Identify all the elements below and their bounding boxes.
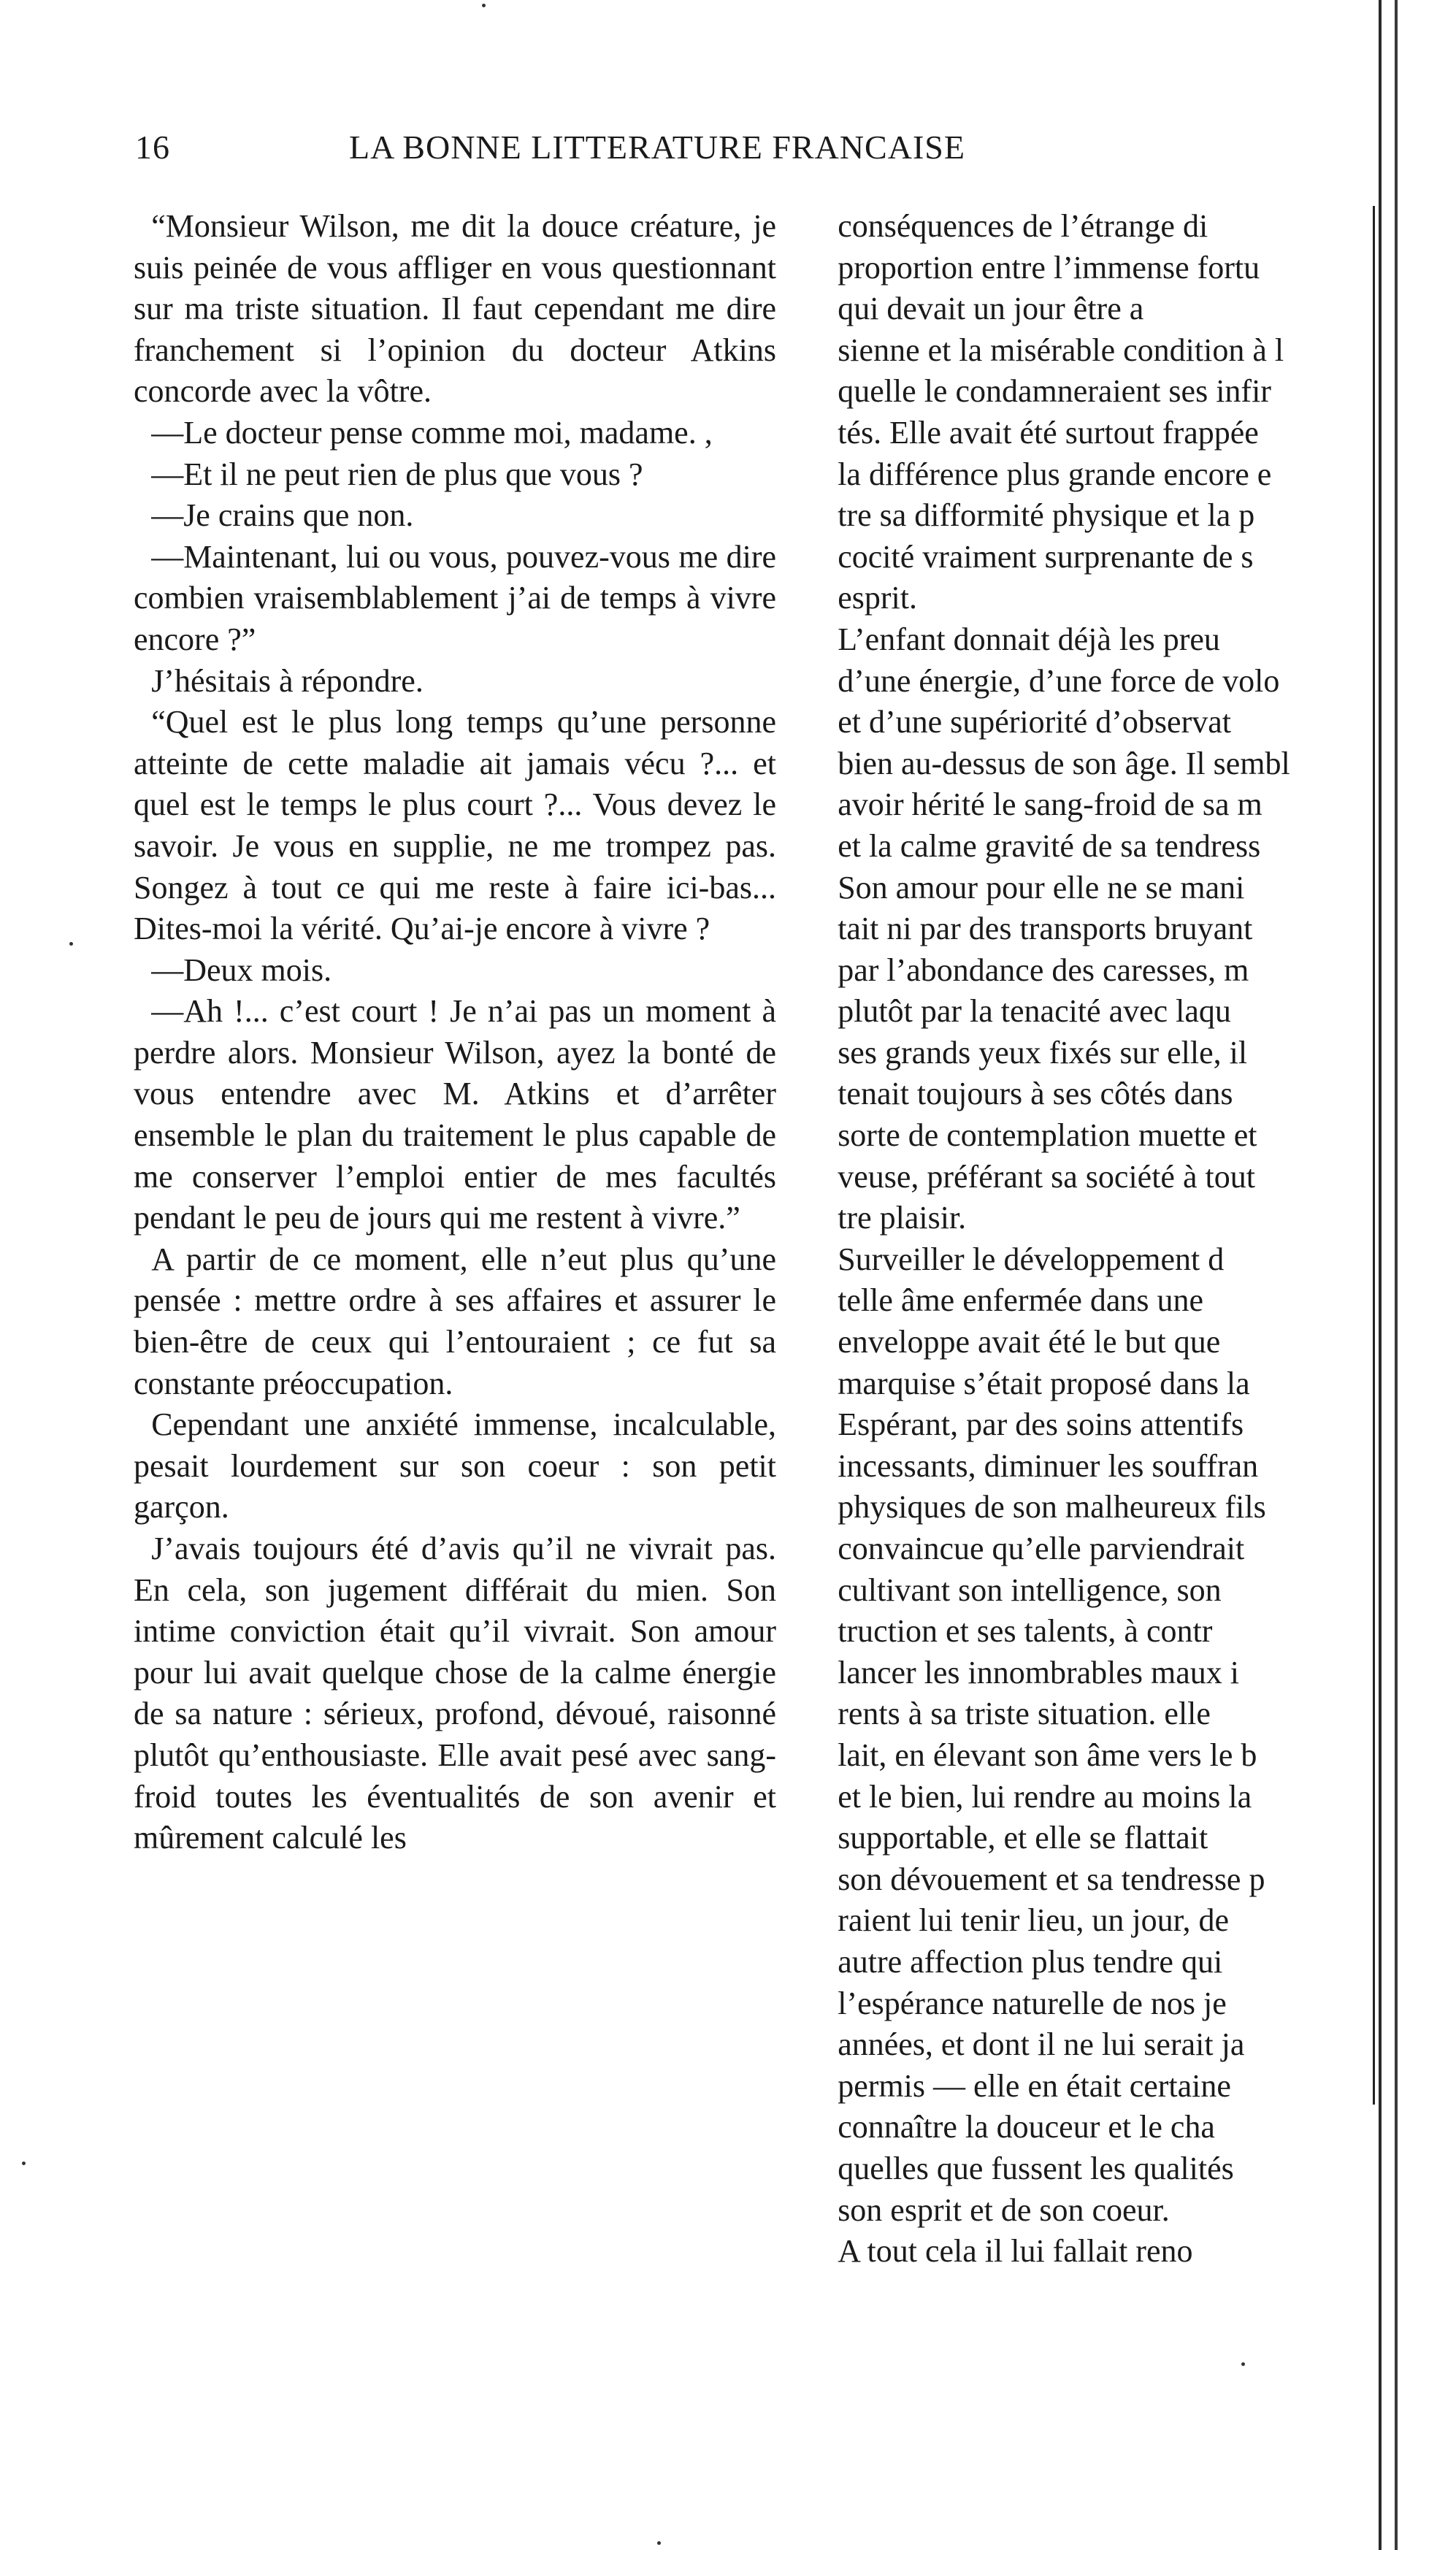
text-line: tre sa difformité physique et la p bbox=[838, 497, 1255, 534]
text-line: autre affection plus tendre qui bbox=[838, 1943, 1223, 1980]
paragraph: —Maintenant, lui ou vous, pouvez-vous me dire combien vraisemblablement j’ai de temps à vivre encore ?” bbox=[134, 538, 776, 657]
page-number: 16 bbox=[135, 129, 170, 166]
text-line: Son amour pour elle ne se mani bbox=[838, 869, 1245, 905]
text-line: bien au-dessus de son âge. Il sembl bbox=[838, 745, 1290, 781]
text-line: raient lui tenir lieu, un jour, de bbox=[838, 1902, 1230, 1939]
text-line: telle âme enfermée dans une bbox=[838, 1282, 1204, 1319]
text-line: L’enfant donnait déjà les preu bbox=[838, 621, 1220, 657]
text-line: veuse, préférant sa société à tout bbox=[838, 1158, 1255, 1195]
text-line: connaître la douceur et le cha bbox=[838, 2109, 1215, 2145]
text-line: truction et ses talents, à contr bbox=[838, 1613, 1213, 1650]
text-line: Espérant, par des soins attentifs bbox=[838, 1406, 1244, 1443]
scan-speck bbox=[1241, 2362, 1245, 2366]
text-line: et d’une supériorité d’observat bbox=[838, 704, 1231, 740]
text-line: son dévouement et sa tendresse p bbox=[838, 1861, 1265, 1897]
paragraph bbox=[820, 1239, 1379, 2231]
left-column bbox=[134, 206, 776, 1859]
scan-speck bbox=[22, 2162, 26, 2165]
paragraph: J’avais toujours été d’avis qu’il ne vivrait pas. En cela, son jugement différait du mien. Son intime conviction était qu’il vivrait. Son amour pour lui avait quelque chose de la calme énergie de sa nature : sérieux, profond, dévoué, raisonné plutôt qu’enthousiaste. Elle avait pesé avec sang-froid toutes les éventualités de son avenir et mûrement calculé les bbox=[134, 1531, 776, 1856]
paragraph: “Monsieur Wilson, me dit la douce créature, je suis peinée de vous affliger en vous questionnant sur ma triste situation. Il faut cependant me dire franchement si l’opinion du docteur Atkins concorde avec la vôtre. bbox=[134, 208, 776, 410]
text-line: permis — elle en était certaine bbox=[838, 2067, 1231, 2104]
text-line: la différence plus grande encore e bbox=[838, 456, 1272, 492]
scan-border-strip bbox=[1379, 0, 1456, 2550]
text-line: et la calme gravité de sa tendress bbox=[838, 827, 1261, 864]
text-line: plutôt par la tenacité avec laqu bbox=[838, 993, 1231, 1030]
text-line: l’espérance naturelle de nos je bbox=[838, 1985, 1227, 2021]
text-line: cocité vraiment surprenante de s bbox=[838, 538, 1254, 575]
text-line: quelle le condamneraient ses infir bbox=[838, 373, 1271, 410]
text-line: lancer les innombrables maux i bbox=[838, 1654, 1240, 1691]
paragraph: —Et il ne peut rien de plus que vous ? bbox=[151, 456, 643, 492]
text-line: par l’abondance des caresses, m bbox=[838, 952, 1249, 988]
paragraph bbox=[820, 868, 1379, 1239]
text-line: qui devait un jour être a bbox=[838, 291, 1144, 327]
text-line: cultivant son intelligence, son bbox=[838, 1571, 1222, 1608]
text-line: tre plaisir. bbox=[838, 1200, 967, 1236]
paragraph bbox=[820, 619, 1379, 868]
text-line: marquise s’était proposé dans la bbox=[838, 1365, 1250, 1401]
paragraph bbox=[820, 2231, 1379, 2273]
scan-speck bbox=[482, 4, 486, 7]
text-line: esprit. bbox=[838, 580, 917, 616]
running-title: LA BONNE LITTERATURE FRANCAISE bbox=[349, 129, 965, 166]
paragraph: —Le docteur pense comme moi, madame. , bbox=[151, 414, 713, 451]
text-line: enveloppe avait été le but que bbox=[838, 1324, 1221, 1360]
text-line: tait ni par des transports bruyant bbox=[838, 911, 1253, 947]
text-line: proportion entre l’immense fortu bbox=[838, 249, 1260, 286]
page-header bbox=[135, 128, 1179, 172]
text-line: ses grands yeux fixés sur elle, il bbox=[838, 1034, 1248, 1071]
text-line: et le bien, lui rendre au moins la bbox=[838, 1778, 1252, 1815]
paragraph: “Quel est le plus long temps qu’une personne atteinte de cette maladie ait jamais vécu ?... et quel est le temps le plus court ?... Vous devez le savoir. Je vous en supplie, ne me trompez pas. Songez à tout ce qui me reste à faire ici-bas... Dites-moi la vérité. Qu’ai-je encore à vivre ? bbox=[134, 704, 776, 947]
paragraph: Cependant une anxiété immense, incalculable, pesait lourdement sur son coeur : son petit garçon. bbox=[134, 1406, 776, 1525]
text-line: convaincue qu’elle parviendrait bbox=[838, 1531, 1245, 1566]
text-line: physiques de son malheureux fils bbox=[838, 1489, 1266, 1525]
paragraph bbox=[820, 206, 1379, 619]
text-line: supportable, et elle se flattait bbox=[838, 1820, 1208, 1856]
paragraph: —Deux mois. bbox=[151, 952, 332, 988]
text-line: d’une énergie, d’une force de volo bbox=[838, 662, 1280, 699]
text-line: années, et dont il ne lui serait ja bbox=[838, 2026, 1245, 2063]
text-line: lait, en élevant son âme vers le b bbox=[838, 1737, 1257, 1773]
text-line: sienne et la misérable condition à l bbox=[838, 332, 1284, 368]
text-line: sorte de contemplation muette et bbox=[838, 1117, 1257, 1154]
text-line: Surveiller le développement d bbox=[838, 1241, 1225, 1277]
paragraph: J’hésitais à répondre. bbox=[151, 662, 424, 699]
paragraph: —Ah !... c’est court ! Je n’ai pas un moment à perdre alors. Monsieur Wilson, ayez la bonté de vous entendre avec M. Atkins et d’arrêter ensemble le plan du traitement le plus capable de me conserver l’emploi entier de mes facultés pendant le peu de jours qui me restent à vivre.” bbox=[134, 993, 776, 1236]
text-line: incessants, diminuer les souffran bbox=[838, 1447, 1259, 1484]
text-line: A tout cela il lui fallait reno bbox=[838, 2233, 1193, 2270]
text-line: son esprit et de son coeur. bbox=[838, 2191, 1170, 2228]
paragraph: A partir de ce moment, elle n’eut plus qu’une pensée : mettre ordre à ses affaires et assurer le bien-être de ceux qui l’entouraient ; ce fut sa constante préoccupation. bbox=[134, 1241, 776, 1401]
text-line: quelles que fussent les qualités bbox=[838, 2150, 1234, 2186]
text-line: avoir hérité le sang-froid de sa m bbox=[838, 786, 1262, 823]
text-line: tenait toujours à ses côtés dans bbox=[838, 1076, 1233, 1112]
scan-speck bbox=[657, 2541, 661, 2545]
right-column bbox=[820, 206, 1379, 2302]
paragraph: —Je crains que non. bbox=[151, 497, 414, 534]
scan-speck bbox=[69, 942, 73, 946]
text-line: rents à sa triste situation. elle bbox=[838, 1696, 1211, 1732]
text-line: conséquences de l’étrange di bbox=[838, 208, 1208, 244]
text-line: tés. Elle avait été surtout frappée bbox=[838, 414, 1259, 451]
